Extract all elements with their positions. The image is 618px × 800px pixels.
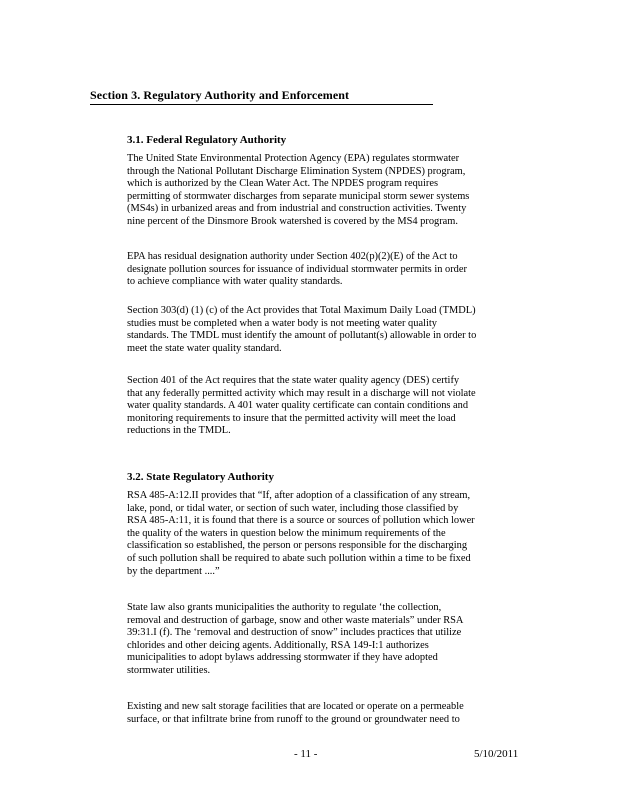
text-line: (MS4s) in urbanized areas and from industrial and construction activities. Twenty [127, 203, 467, 215]
federal-paragraph-2 [127, 251, 532, 289]
text-line: The United State Environmental Protection Agency (EPA) regulates stormwater [127, 153, 460, 164]
section-title: Section 3. Regulatory Authority and Enforcement [90, 88, 433, 105]
text-line: chlorides and other deicing agents. Additionally, RSA 149-I:1 authorizes [127, 639, 429, 651]
text-line: standards. The TMDL must identify the amount of pollutant(s) allowable in order to [127, 330, 477, 342]
text-line: surface, or that infiltrate brine from runoff to the ground or groundwater need to [127, 713, 460, 725]
text-line: RSA 485-A:11, it is found that there is a source or sources of pollution which lower [127, 515, 475, 527]
text-line: removal and destruction of garbage, snow and other waste materials” under RSA [127, 614, 464, 626]
text-line: nine percent of the Dinsmore Brook watershed is covered by the MS4 program. [127, 215, 458, 227]
page-number: - 11 - [294, 748, 318, 760]
federal-paragraph-3 [127, 305, 532, 355]
text-line: State law also grants municipalities the authority to regulate ‘the collection, [127, 602, 442, 613]
text-line: permitting of stormwater discharges from separate municipal storm sewer systems [127, 190, 470, 202]
state-paragraph-3 [127, 701, 532, 726]
text-line: Existing and new salt storage facilities that are located or operate on a permeable [127, 701, 464, 712]
text-line: of such pollution shall be required to abate such pollution within a time to be fixed [127, 552, 471, 564]
text-line: by the department ....” [127, 565, 220, 577]
text-line: monitoring requirements to insure that the permitted activity will meet the load [127, 412, 456, 424]
text-line: designate pollution sources for issuance of individual stormwater permits in order [127, 263, 467, 275]
text-line: 39:31.I (f). The ‘removal and destruction of snow” includes practices that utilize [127, 627, 462, 639]
state-paragraph-1 [127, 490, 532, 578]
text-line: municipalities to adopt bylaws addressing stormwater if they have adopted [127, 652, 438, 664]
text-line: Section 303(d) (1) (c) of the Act provides that Total Maximum Daily Load (TMDL) [127, 305, 476, 316]
text-line: lake, pond, or tidal water, or section of such water, including those classified by [127, 502, 459, 514]
federal-paragraph-4 [127, 375, 532, 438]
text-line: meet the state water quality standard. [127, 342, 282, 354]
federal-authority-heading: 3.1. Federal Regulatory Authority [127, 134, 287, 146]
state-paragraph-2 [127, 602, 532, 678]
text-line: studies must be completed when a water body is not meeting water quality [127, 317, 437, 329]
state-authority-heading: 3.2. State Regulatory Authority [127, 471, 274, 483]
text-line: which is authorized by the Clean Water Act. The NPDES program requires [127, 178, 438, 190]
text-line: through the National Pollutant Discharge Elimination System (NPDES) program, [127, 165, 466, 177]
text-line: stormwater utilities. [127, 664, 211, 676]
text-line: reductions in the TMDL. [127, 425, 231, 437]
footer-date: 5/10/2011 [474, 748, 519, 760]
federal-paragraph-1 [127, 153, 532, 229]
text-line: Section 401 of the Act requires that the state water quality agency (DES) certify [127, 375, 460, 386]
text-line: classification so established, the person or persons responsible for the discharging [127, 540, 468, 552]
text-line: that any federally permitted activity which may result in a discharge will not violate [127, 387, 476, 399]
text-line: to achieve compliance with water quality standards. [127, 276, 343, 288]
text-line: the quality of the waters in question below the minimum requirements of the [127, 527, 446, 539]
text-line: EPA has residual designation authority under Section 402(p)(2)(E) of the Act to [127, 251, 458, 262]
text-line: water quality standards. A 401 water quality certificate can contain conditions and [127, 400, 469, 412]
text-line: RSA 485-A:12.II provides that “If, after adoption of a classification of any stream, [127, 490, 471, 501]
